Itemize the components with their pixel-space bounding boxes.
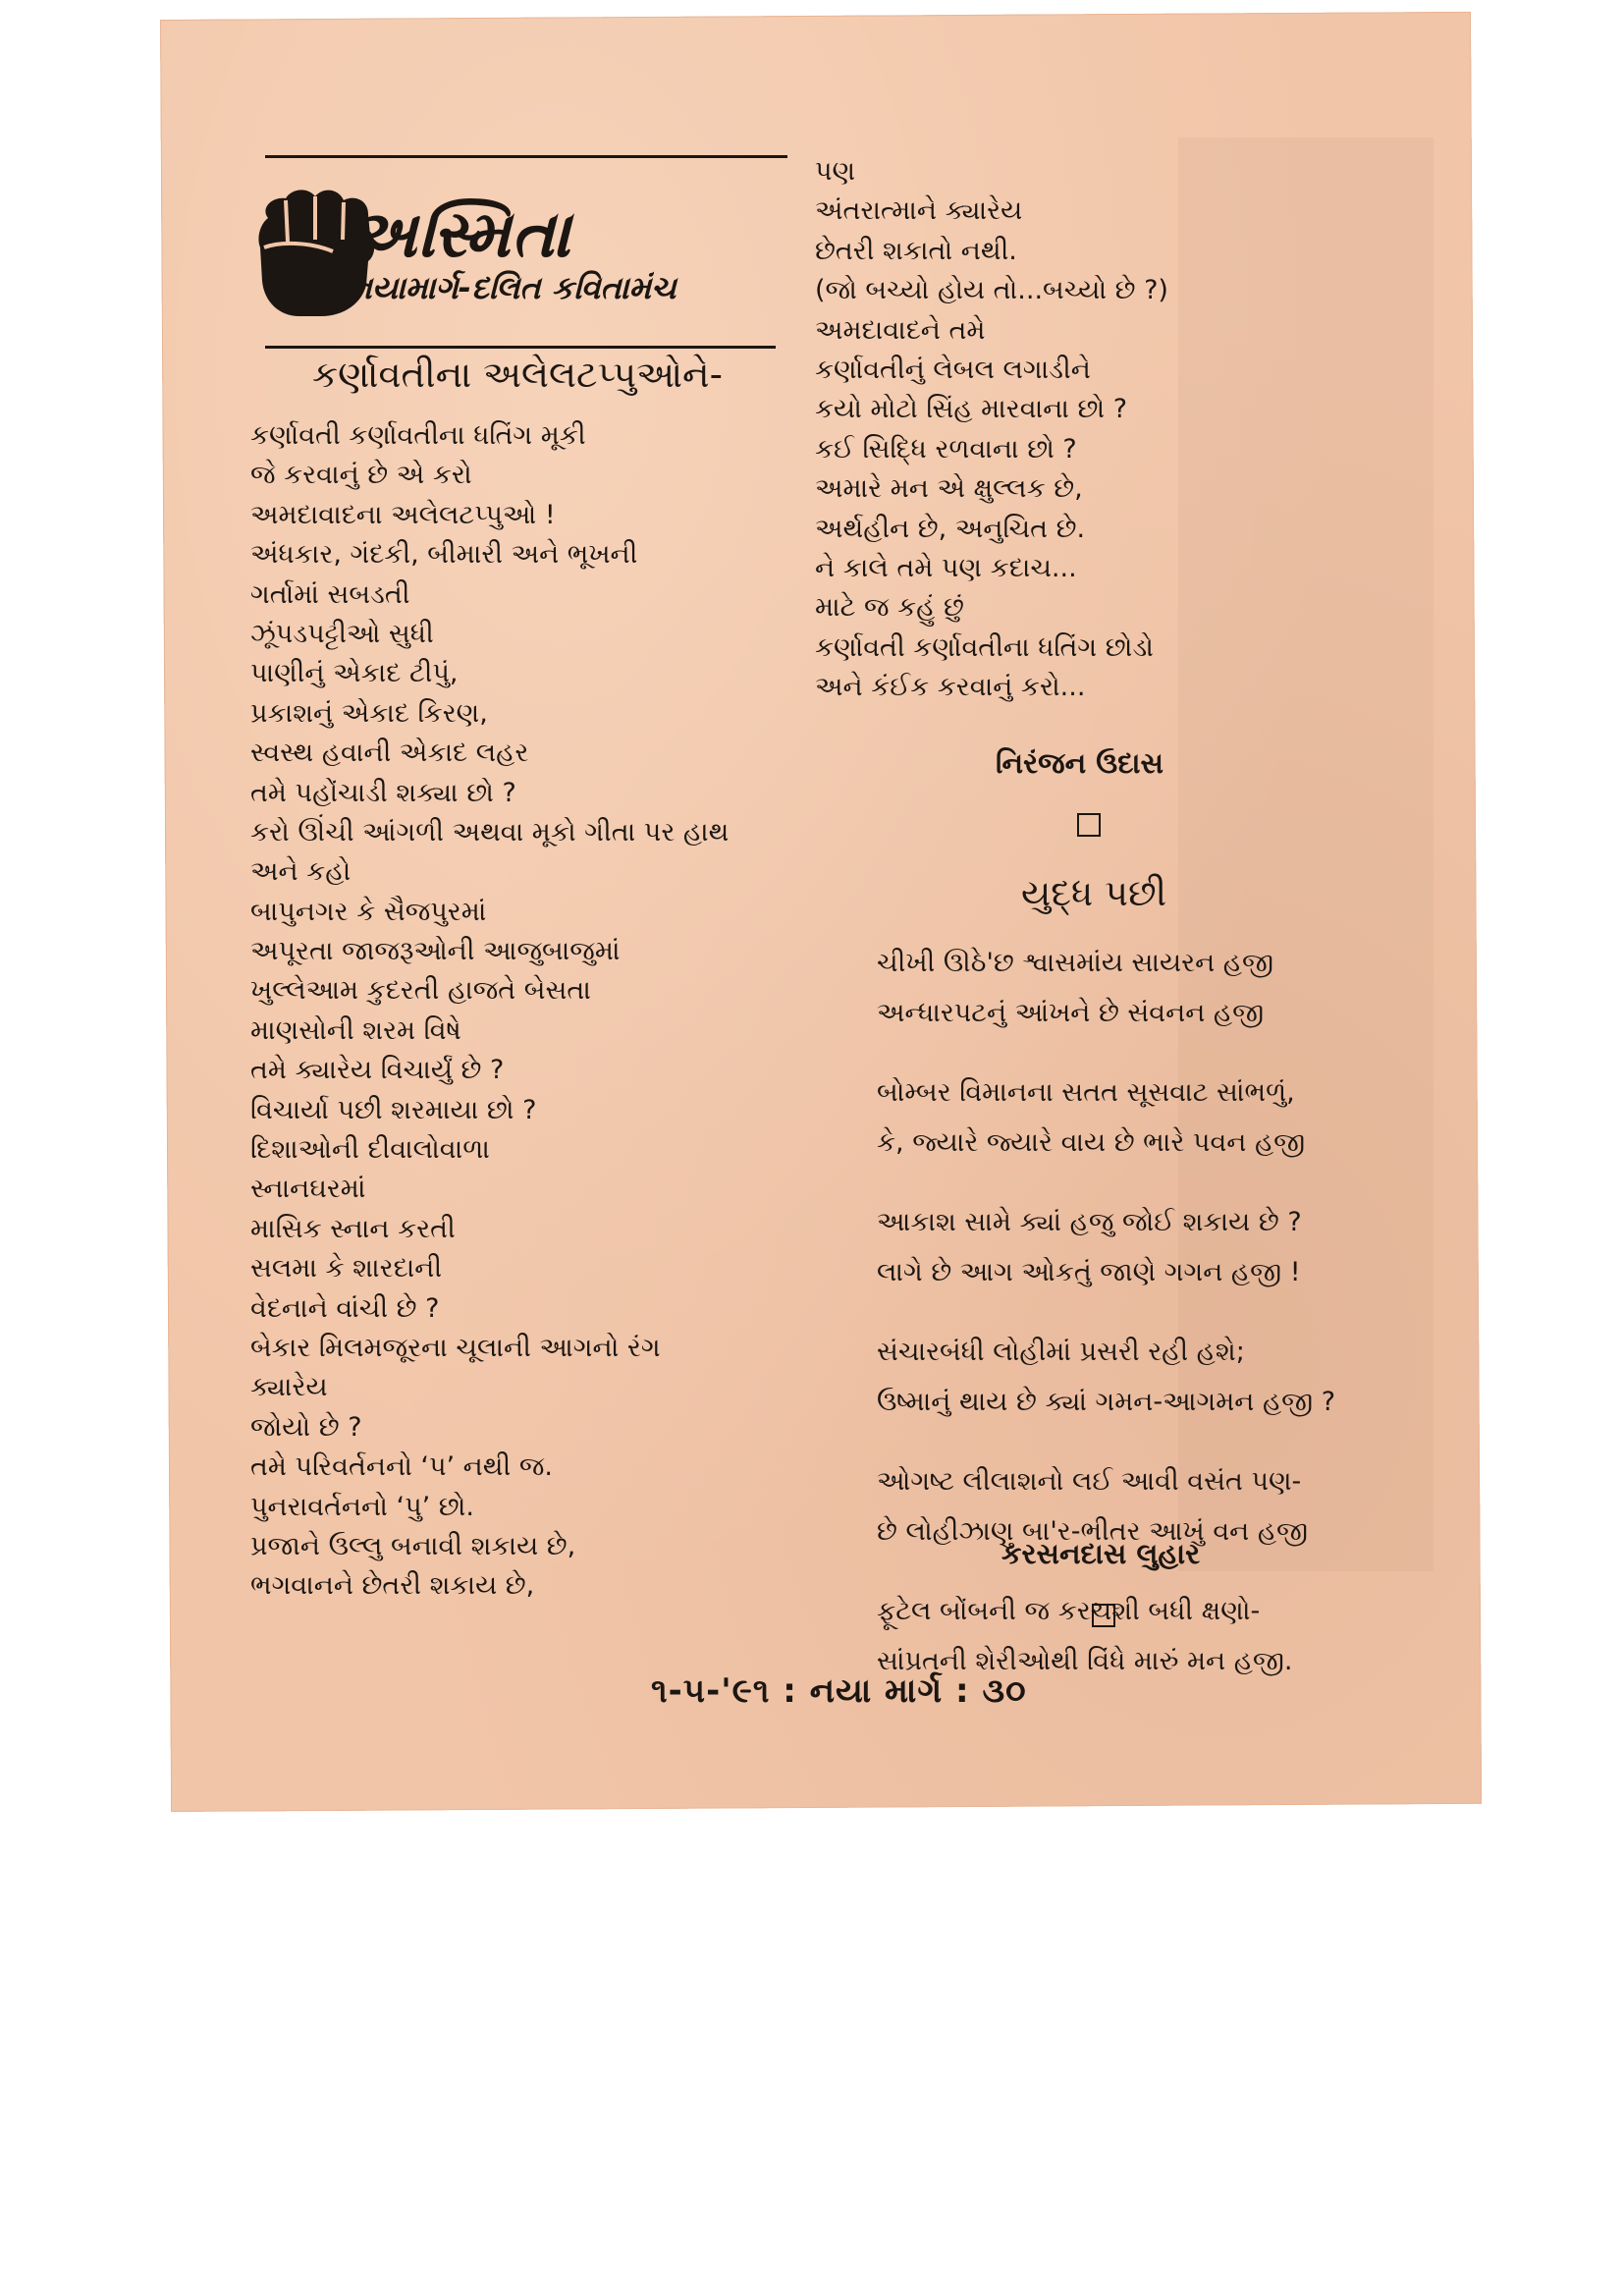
poem-line: ને કાલે તમે પણ કદાચ... <box>815 552 1077 583</box>
poem-line: અને કહો <box>250 856 352 888</box>
couplet <box>877 1197 1335 1297</box>
poem-line: વેદનાને વાંચી છે ? <box>250 1292 440 1324</box>
poem-line: તમે ક્યારેય વિચાર્યું છે ? <box>250 1055 505 1086</box>
couplet-line: ફૂટેલ બોંબની જ કરચશી બધી ક્ષણો- <box>877 1596 1261 1626</box>
poem-line: સ્વસ્થ હવાની એકાદ લહર <box>250 738 529 769</box>
poem-line: માસિક સ્નાન કરતી <box>250 1213 456 1244</box>
poem-line: પાણીનું એકાદ ટીપું, <box>250 658 459 689</box>
poem-couplets <box>877 938 1335 1716</box>
poem-line: અંધકાર, ગંદકી, બીમારી અને ભૂખની <box>250 539 638 571</box>
poem-line: કર્ણાવતી કર્ણાવતીના ધતિંગ છોડો <box>815 631 1154 663</box>
poem-line: અને કંઈક કરવાનું કરો... <box>815 672 1086 703</box>
poem-line: ખુલ્લેઆમ કુદરતી હાજતે બેસતા <box>250 975 591 1007</box>
couplet-line: છે લોહીઝાણુ બા'ર-ભીતર આખું વન હજી <box>877 1516 1309 1547</box>
couplet <box>877 938 1335 1038</box>
poem-line: માટે જ કહું છું <box>815 592 964 624</box>
poem-line: દિશાઓની દીવાલોવાળા <box>250 1134 490 1166</box>
couplet-line: ચીખી ઊઠે'છ શ્વાસમાંય સાયરન હજી <box>877 948 1273 978</box>
poem-title: કર્ણાવતીના અલેલટપ્પુઓને- <box>312 354 723 396</box>
couplet-line: લાગે છે આગ ઓકતું જાણે ગગન હજી ! <box>877 1257 1301 1287</box>
poem-line: કર્ણાવતીનું લેબલ લગાડીને <box>815 354 1091 385</box>
poem-line: જે કરવાનું છે એ કરો <box>250 460 472 491</box>
couplet-line: સંચારબંધી લોહીમાં પ્રસરી રહી હશે; <box>877 1337 1245 1367</box>
poem-line: પ્રકાશનું એકાદ કિરણ, <box>250 697 488 729</box>
masthead-top-rule <box>265 155 787 158</box>
couplet <box>877 1067 1335 1168</box>
poem-line: અર્થહીન છે, અનુચિત છે. <box>815 513 1086 544</box>
couplet <box>877 1327 1335 1427</box>
poem-line: બાપુનગર કે સૈજપુરમાં <box>250 896 487 927</box>
poem-line: પ્રજાને ઉલ્લુ બનાવી શકાય છે, <box>250 1530 576 1561</box>
poem-line: કર્ણાવતી કર્ણાવતીના ધતિંગ મૂકી <box>250 420 586 451</box>
couplet-line: સાંપ્રતની શેરીઓથી વિંધે મારું મન હજી. <box>877 1646 1293 1676</box>
poem-author-2: કરસનદાસ લુહાર <box>1001 1537 1201 1570</box>
masthead <box>250 179 771 321</box>
poem-line: છેતરી શકાતો નથી. <box>815 235 1017 266</box>
poem-line: અપૂરતા જાજરૂઓની આજુબાજુમાં <box>250 936 621 967</box>
section-divider-square <box>1077 813 1101 837</box>
masthead-brand: અસ્મિતા <box>349 196 571 272</box>
poem-line: તમે પહોંચાડી શક્યા છો ? <box>250 777 516 808</box>
poem-line: અમદાવાદના અલેલટપ્પુઓ ! <box>250 499 556 530</box>
poem-right-column <box>815 152 1168 707</box>
couplet-line: ઓગષ્ટ લીલાશનો લઈ આવી વસંત પણ- <box>877 1466 1302 1497</box>
poem-line: કરો ઊંચી આંગળી અથવા મૂકો ગીતા પર હાથ <box>250 816 730 847</box>
poem-line: કઈ સિદ્ધિ રળવાના છો ? <box>815 433 1077 465</box>
poem-line: ભગવાનને છેતરી શકાય છે, <box>250 1570 535 1602</box>
poem-line: કયો મોટો સિંહ મારવાના છો ? <box>815 394 1128 425</box>
poem-left-column <box>250 416 729 1607</box>
poem-line: સ્નાનઘરમાં <box>250 1174 366 1205</box>
masthead-bottom-rule <box>265 346 776 349</box>
poem-line: તમે પરિવર્તનનો ‘પ’ નથી જ. <box>250 1451 553 1483</box>
couplet-line: કે, જ્યારે જ્યારે વાય છે ભારે પવન હજી <box>877 1127 1306 1158</box>
poem-author: નિરંજન ઉદાસ <box>996 746 1164 780</box>
couplet-line: આકાશ સામે ક્યાં હજુ જોઈ શકાય છે ? <box>877 1207 1302 1237</box>
poem-line: અમારે મન એ ક્ષુલ્લક છે, <box>815 473 1083 505</box>
poem-line: જોયો છે ? <box>250 1411 362 1443</box>
poem-line: માણસોની શરમ વિષે <box>250 1014 461 1046</box>
poem-line: અમદાવાદને તમે <box>815 314 986 346</box>
poem-line: પણ <box>815 156 856 187</box>
poem-line: ગર્તામાં સબડતી <box>250 578 410 610</box>
couplet-line: ઉષ્માનું થાય છે ક્યાં ગમન-આગમન હજી ? <box>877 1387 1336 1417</box>
poem-line: (જો બચ્યો હોય તો...બચ્યો છે ?) <box>815 275 1168 306</box>
poem-line: વિચાર્યા પછી શરમાયા છો ? <box>250 1094 537 1125</box>
poem-line: ઝૂંપડપટ્ટીઓ સુધી <box>250 618 434 649</box>
poem-title-2: યુદ્ધ પછી <box>1021 872 1167 914</box>
couplet-line: અન્ધારપટનું આંખને છે સંવનન હજી <box>877 998 1265 1028</box>
masthead-subtitle: નયામાર્ગ-દલિત કવિતામંચ <box>349 269 676 306</box>
poem-line: પુનરાવર્તનનો ‘પુ’ છો. <box>250 1491 474 1522</box>
couplet-line: બોમ્બર વિમાનના સતત સૂસવાટ સાંભળું, <box>877 1077 1295 1108</box>
section-end-square <box>1092 1604 1115 1627</box>
poem-line: ક્યારેય <box>250 1372 328 1403</box>
poem-line: અંતરાત્માને ક્યારેય <box>815 195 1023 227</box>
page-footer: ૧-૫-'૯૧ : નયા માર્ગ : ૩૦ <box>651 1671 1027 1711</box>
poem-line: બેકાર મિલમજૂરના ચૂલાની આગનો રંગ <box>250 1332 661 1363</box>
poem-line: સલમા કે શારદાની <box>250 1253 443 1285</box>
